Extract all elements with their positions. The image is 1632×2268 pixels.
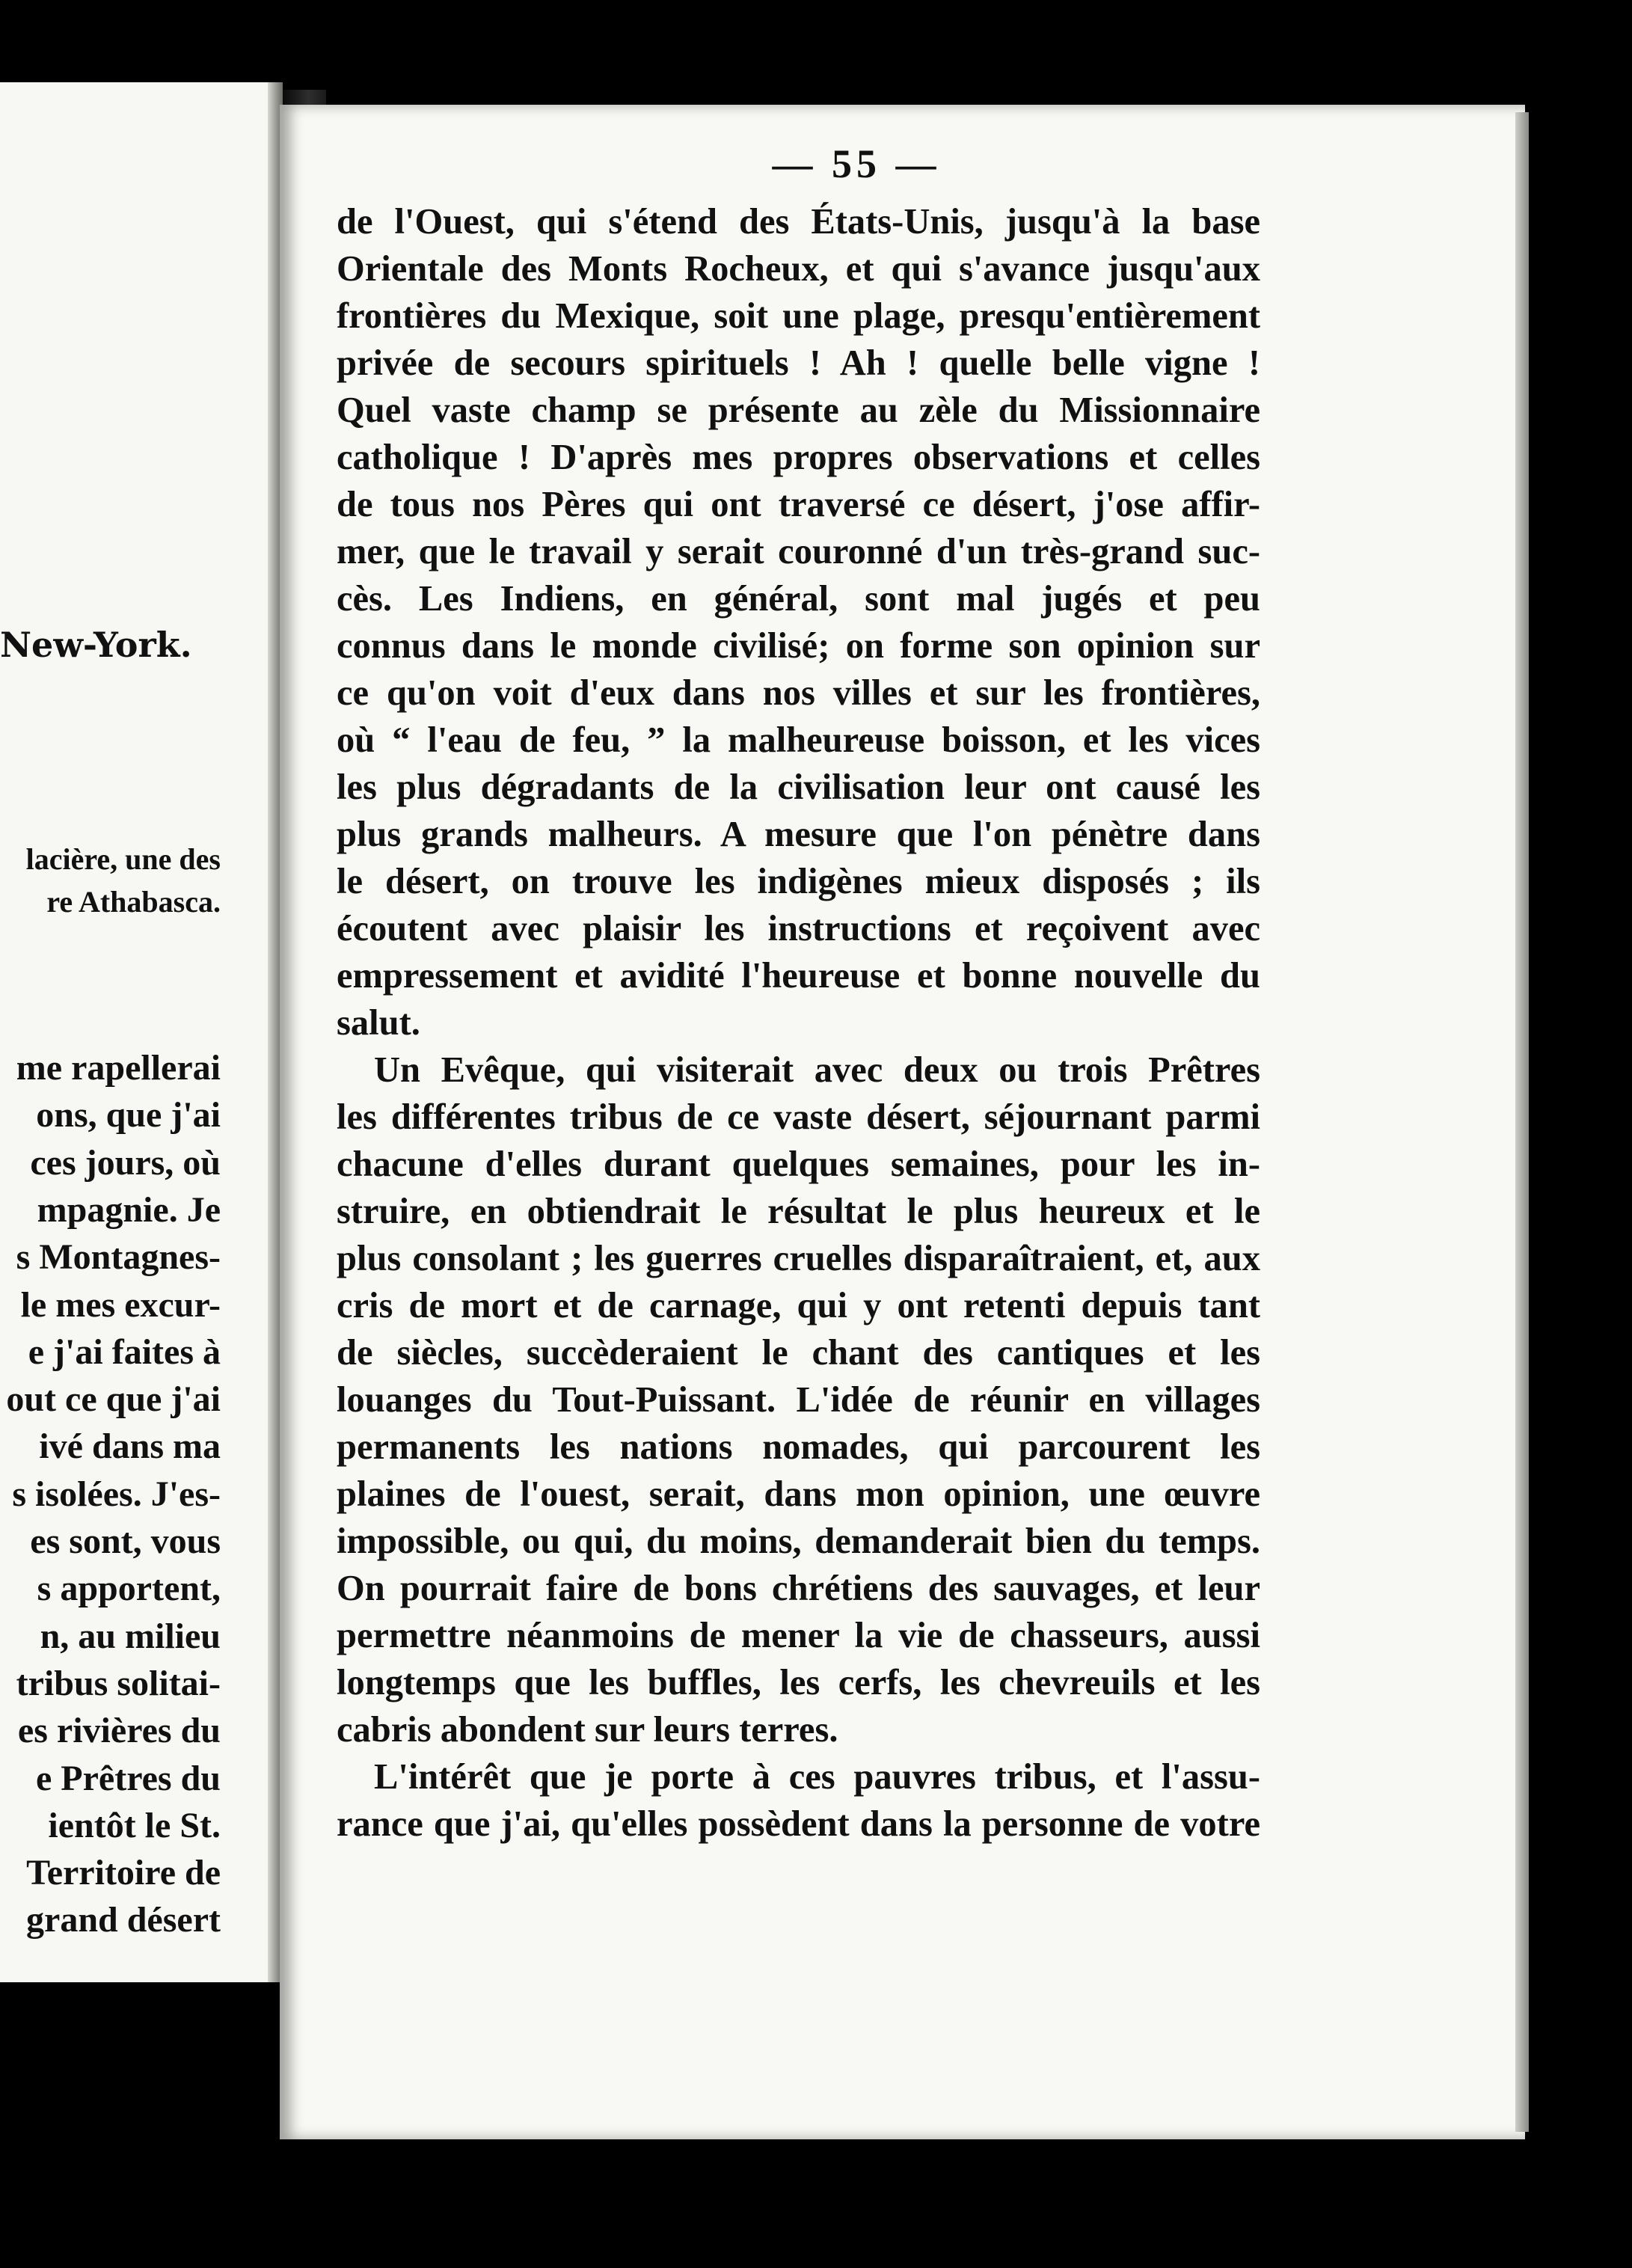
page-body-text	[337, 198, 1260, 1848]
page-edge	[1515, 112, 1529, 2132]
text-line: les différentes tribus de ce vaste désert, séjournant parmi	[337, 1097, 1260, 1137]
text-line: connus dans le monde civilisé; on forme son opinion sur	[337, 626, 1260, 666]
text-line: les plus dégradants de la civilisation leur ont causé les	[337, 767, 1260, 807]
text-line: de siècles, succèderaient le chant des cantiques et les	[337, 1333, 1260, 1373]
text-line: louanges du Tout-Puissant. L'idée de réunir en villages	[337, 1380, 1260, 1420]
text-line: permettre néanmoins de mener la vie de chasseurs, aussi	[337, 1616, 1260, 1655]
text-line: On pourrait faire de bons chrétiens des sauvages, et leur	[337, 1569, 1260, 1608]
running-title: New-York.	[0, 625, 192, 665]
text-line: mpagnie. Je	[37, 1189, 221, 1230]
text-line: de tous nos Pères qui ont traversé ce désert, j'ose affir-	[337, 485, 1260, 524]
text-line: Quel vaste champ se présente au zèle du Missionnaire	[337, 390, 1260, 430]
text-line: Orientale des Monts Rocheux, et qui s'avance jusqu'aux	[337, 249, 1260, 289]
text-line: tribus solitai-	[16, 1663, 221, 1703]
text-line: plus consolant ; les guerres cruelles disparaîtraient, et, aux	[337, 1239, 1260, 1278]
text-line: frontières du Mexique, soit une plage, presqu'entièrement	[337, 296, 1260, 336]
text-line: le mes excur-	[20, 1284, 221, 1325]
text-line: impossible, ou qui, du moins, demanderait bien du temps.	[337, 1521, 1260, 1561]
text-line: ientôt le St.	[48, 1805, 221, 1845]
text-line: ce qu'on voit d'eux dans nos villes et sur les frontières,	[337, 673, 1260, 713]
caption-line: re Athabasca.	[46, 885, 221, 919]
text-line: e j'ai faites à	[28, 1331, 221, 1372]
text-line: ivé dans ma	[39, 1426, 221, 1467]
text-line: chacune d'elles durant quelques semaines, pour les in-	[337, 1144, 1260, 1184]
text-line: plaines de l'ouest, serait, dans mon opinion, une œuvre	[337, 1474, 1260, 1514]
text-line: e Prêtres du	[35, 1758, 221, 1798]
previous-page	[0, 82, 273, 1982]
text-line: plus grands malheurs. A mesure que l'on pénètre dans	[337, 815, 1260, 854]
text-line: ces jours, où	[30, 1142, 221, 1183]
text-line: Un Evêque, qui visiterait avec deux ou trois Prêtres	[374, 1050, 1260, 1090]
text-line: es sont, vous	[30, 1521, 221, 1561]
text-line: permanents les nations nomades, qui parcourent les	[337, 1427, 1260, 1467]
text-line: de l'Ouest, qui s'étend des États-Unis, jusqu'à la base	[337, 202, 1260, 242]
text-line: écoutent avec plaisir les instructions et reçoivent avec	[337, 909, 1260, 948]
caption-line: lacière, une des	[25, 842, 221, 876]
text-line: s apportent,	[37, 1569, 221, 1609]
text-line: out ce que j'ai	[6, 1379, 221, 1420]
text-line: salut.	[337, 1003, 420, 1043]
text-line: n, au milieu	[40, 1616, 221, 1656]
text-line: grand désert	[26, 1900, 221, 1940]
text-line: struire, en obtiendrait le résultat le plus heureux et le	[337, 1192, 1260, 1231]
text-line: cès. Les Indiens, en général, sont mal jugés et peu	[337, 579, 1260, 619]
text-line: s Montagnes-	[16, 1237, 221, 1278]
page-number: — 55 —	[772, 141, 941, 186]
text-line: où “ l'eau de feu, ” la malheureuse boisson, et les vices	[337, 720, 1260, 760]
text-line: cabris abondent sur leurs terres.	[337, 1710, 838, 1750]
text-line: rance que j'ai, qu'elles possèdent dans la personne de votre	[337, 1804, 1260, 1844]
text-line: mer, que le travail y serait couronné d'un très-grand suc-	[337, 532, 1260, 571]
text-line: es rivières du	[17, 1711, 221, 1751]
text-line: privée de secours spirituels ! Ah ! quelle belle vigne !	[337, 343, 1260, 383]
text-line: me rapellerai	[16, 1048, 221, 1088]
text-line: longtemps que les buffles, les cerfs, les chevreuils et les	[337, 1663, 1260, 1702]
text-line: empressement et avidité l'heureuse et bonne nouvelle du	[337, 956, 1260, 996]
text-line: s isolées. J'es-	[12, 1474, 221, 1514]
text-line: L'intérêt que je porte à ces pauvres tribus, et l'assu-	[374, 1757, 1260, 1797]
text-line: catholique ! D'après mes propres observations et celles	[337, 438, 1260, 477]
text-line: ons, que j'ai	[36, 1095, 221, 1135]
text-line: cris de mort et de carnage, qui y ont retenti depuis tant	[337, 1286, 1260, 1325]
text-line: Territoire de	[26, 1853, 221, 1893]
text-line: le désert, on trouve les indigènes mieux disposés ; ils	[337, 862, 1260, 901]
